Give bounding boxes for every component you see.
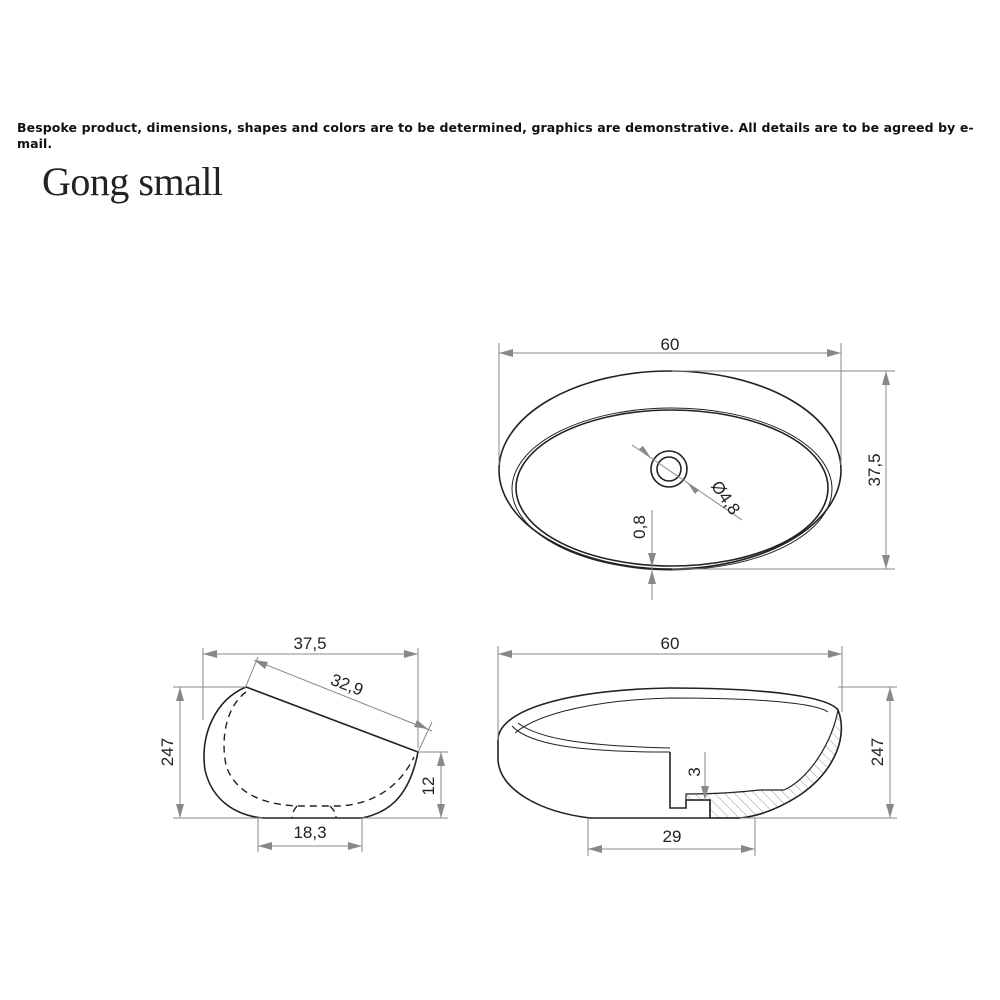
top-width-label: 60	[660, 335, 680, 354]
drain-diameter-label: Ø4,8	[707, 477, 744, 519]
top-depth-label: 37,5	[865, 453, 884, 487]
side-height-label: 247	[158, 737, 177, 767]
side-profile-outline	[204, 687, 418, 818]
top-view	[499, 335, 895, 600]
front-view	[498, 634, 897, 856]
side-width-label: 37,5	[293, 634, 327, 653]
product-title: Gong small	[42, 159, 223, 204]
side-slope-label: 32,9	[328, 670, 366, 700]
front-height-label: 247	[868, 737, 887, 767]
rim-offset-label: 0,8	[630, 515, 649, 539]
side-base-label: 18,3	[293, 823, 327, 842]
disclaimer-text: Bespoke product, dimensions, shapes and colors are to be determined, graphics are demonstrative. All details are to be agreed by e-mail.	[17, 120, 974, 151]
side-view	[158, 634, 448, 852]
front-base-label: 29	[662, 827, 682, 846]
side-front-height-label: 12	[419, 776, 438, 796]
front-width-label: 60	[660, 634, 680, 653]
side-profile-inner-dashed	[224, 692, 414, 806]
front-section-cut	[670, 752, 710, 818]
basin-inner-bowl	[516, 410, 828, 566]
drain-inner	[657, 457, 681, 481]
front-inner-rim	[515, 698, 828, 733]
front-wall-label: 3	[685, 767, 704, 777]
